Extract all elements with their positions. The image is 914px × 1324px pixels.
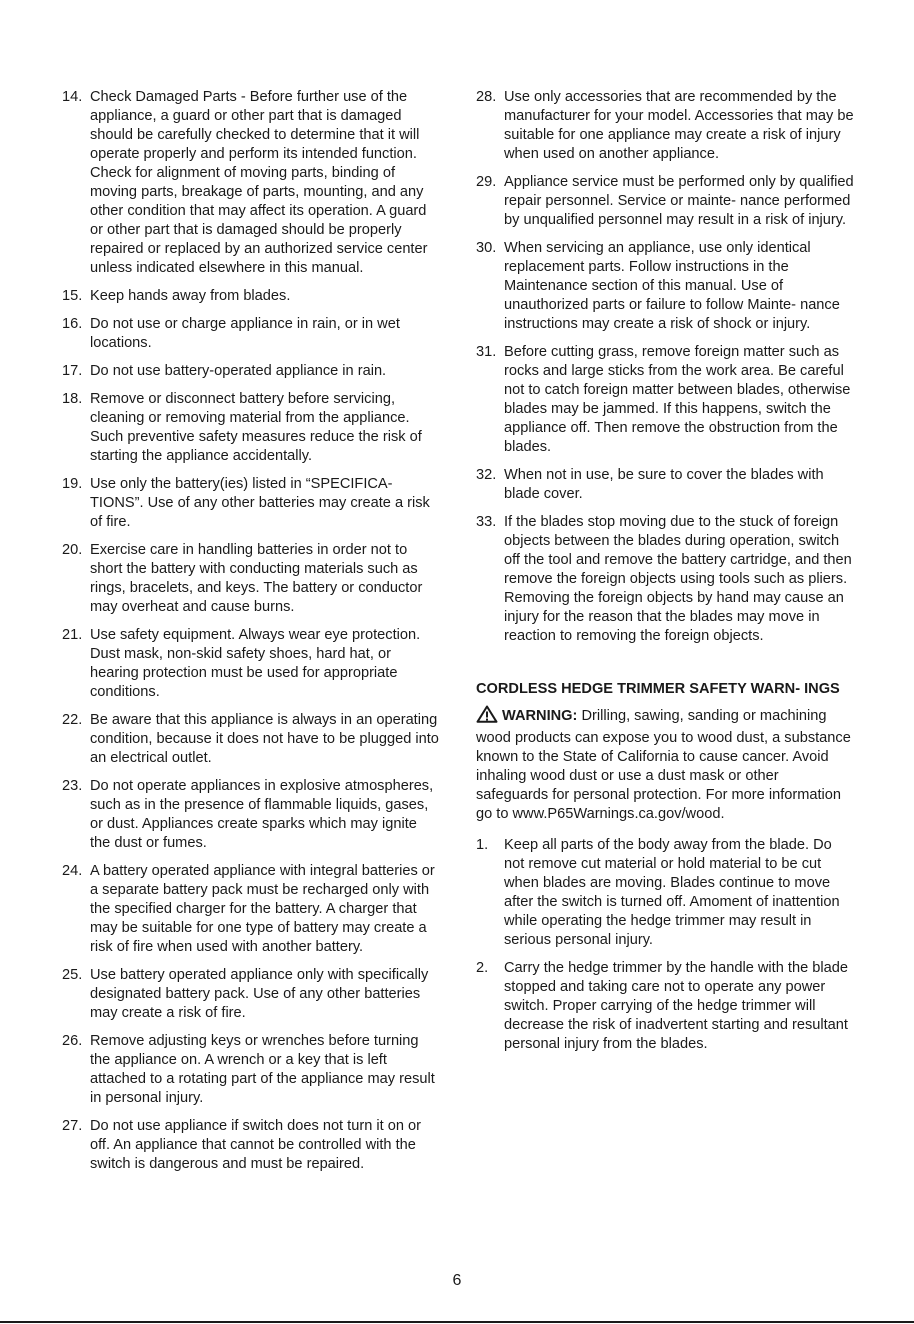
list-item — [62, 862, 440, 957]
list-item — [476, 88, 854, 164]
item-number: 22. — [62, 712, 83, 728]
item-number: 28. — [476, 89, 497, 105]
warning-text: Drilling, sawing, sanding or machining wood products can expose you to wood dust, a substance known to the State of California to cause cancer. Avoid inhaling wood dust or use a dust mask or other safeguards for personal protection. For more information go to www.P65Warnings.ca.gov/wood. — [476, 708, 851, 822]
list-item — [62, 390, 440, 466]
item-number: 32. — [476, 467, 497, 483]
warning-block — [476, 705, 854, 824]
list-item — [62, 626, 440, 702]
list-item — [62, 287, 440, 306]
item-number: 15. — [62, 288, 83, 304]
warning-triangle-icon — [476, 705, 498, 729]
item-number: 30. — [476, 240, 497, 256]
bottom-divider — [0, 1321, 914, 1323]
item-number: 14. — [62, 89, 83, 105]
page-number: 6 — [452, 1272, 462, 1289]
item-text: Carry the hedge trimmer by the handle with the blade stopped and taking care not to operate any power switch. Proper carrying of the hedge trimmer will decrease the risk of inadvertent starting and resultant personal injury from the blades. — [504, 960, 848, 1052]
section-heading: CORDLESS HEDGE TRIMMER SAFETY WARN- INGS — [476, 681, 840, 697]
list-item — [476, 239, 854, 334]
item-text: Use safety equipment. Always wear eye protection. Dust mask, non-skid safety shoes, hard hat, or hearing protection must be used for appropriate conditions. — [90, 627, 421, 700]
list-item — [62, 711, 440, 768]
list-item — [62, 541, 440, 617]
item-number: 27. — [62, 1118, 83, 1134]
item-text: Exercise care in handling batteries in order not to short the battery with conducting materials such as rings, bracelets, and keys. The battery or conductor may overheat and cause burns. — [90, 542, 423, 615]
item-text: Check Damaged Parts - Before further use of the appliance, a guard or other part that is damaged should be carefully checked to determine that it will operate properly and perform its intended function. Check for alignment of moving parts, binding of moving parts, breakage of parts, mounting, and any other condition that may affect its operation. A guard or other part that is damaged should be properly repaired or replaced by an authorized service center unless indicated elsewhere in this manual. — [90, 89, 428, 276]
item-number: 25. — [62, 967, 83, 983]
list-item — [62, 777, 440, 853]
item-number: 2. — [476, 960, 489, 976]
list-item — [476, 343, 854, 457]
item-number: 18. — [62, 391, 83, 407]
list-item — [62, 362, 440, 381]
list-item — [476, 466, 854, 504]
item-text: Remove or disconnect battery before servicing, cleaning or removing material from the appliance. Such preventive safety measures reduce the risk of starting the appliance accidentally. — [90, 391, 422, 464]
item-text: Before cutting grass, remove foreign matter such as rocks and large sticks from the work area. Be careful not to catch foreign matter between blades, otherwise blades may be jammed. If this happens, switch the appliance off. Then remove the obstruction from the blades. — [504, 344, 851, 455]
list-item — [62, 1032, 440, 1108]
item-text: Use battery operated appliance only with specifically designated battery pack. Use of any other batteries may create a risk of fire. — [90, 967, 429, 1021]
item-text: When servicing an appliance, use only identical replacement parts. Follow instructions in the Maintenance section of this manual. Use of unauthorized parts or failure to follow Mainte- nance instructions may create a risk of shock or injury. — [504, 240, 840, 332]
item-text: Remove adjusting keys or wrenches before turning the appliance on. A wrench or a key that is left attached to a rotating part of the appliance may result in personal injury. — [90, 1033, 435, 1106]
list-item — [62, 966, 440, 1023]
item-text: Do not operate appliances in explosive atmospheres, such as in the presence of flammable liquids, gases, or dust. Appliances create sparks which may ignite the dust or fumes. — [90, 778, 434, 851]
item-number: 31. — [476, 344, 497, 360]
item-number: 26. — [62, 1033, 83, 1049]
warning-label: WARNING: — [502, 708, 578, 724]
item-text: Do not use appliance if switch does not turn it on or off. An appliance that cannot be controlled with the switch is dangerous and must be repaired. — [90, 1118, 421, 1172]
list-item — [62, 475, 440, 532]
item-number: 20. — [62, 542, 83, 558]
item-text: When not in use, be sure to cover the blades with blade cover. — [504, 467, 824, 502]
item-number: 19. — [62, 476, 83, 492]
item-text: Do not use or charge appliance in rain, or in wet locations. — [90, 316, 400, 351]
item-number: 17. — [62, 363, 83, 379]
item-text: Do not use battery-operated appliance in rain. — [90, 363, 387, 379]
right-column — [476, 88, 854, 1063]
list-item — [62, 1117, 440, 1174]
list-item — [62, 315, 440, 353]
item-number: 1. — [476, 837, 489, 853]
list-item — [476, 959, 854, 1054]
item-text: Keep all parts of the body away from the blade. Do not remove cut material or hold material to be cut when blades are moving. Blades continue to move after the switch is turned off. Amoment of inattention while operating the hedge trimmer may result in serious personal injury. — [504, 837, 840, 948]
list-item — [476, 836, 854, 950]
item-number: 16. — [62, 316, 83, 332]
item-text: Use only accessories that are recommended by the manufacturer for your model. Accessories that may be suitable for one appliance may create a risk of injury when used on another appliance. — [504, 89, 854, 162]
item-text: A battery operated appliance with integral batteries or a separate battery pack must be recharged only with the specified charger for the battery. A charger that may be suitable for one type of battery may create a risk of fire when used with another battery. — [90, 863, 435, 955]
item-text: Keep hands away from blades. — [90, 288, 291, 304]
list-item — [476, 513, 854, 646]
item-text: Use only the battery(ies) listed in “SPECIFICA- TIONS”. Use of any other batteries may create a risk of fire. — [90, 476, 430, 530]
item-number: 29. — [476, 174, 497, 190]
item-number: 24. — [62, 863, 83, 879]
item-number: 21. — [62, 627, 83, 643]
left-column — [62, 88, 440, 1183]
list-item — [476, 173, 854, 230]
item-text: If the blades stop moving due to the stuck of foreign objects between the blades during operation, switch off the tool and remove the battery cartridge, and then remove the foreign objects using tools such as pliers. Removing the foreign objects by hand may cause an injury for the reason that the blades may move in reaction to removing the foreign objects. — [504, 514, 852, 644]
list-item — [62, 88, 440, 278]
item-text: Appliance service must be performed only by qualified repair personnel. Service or mainte- nance performed by unqualified personnel may result in a risk of injury. — [504, 174, 854, 228]
item-text: Be aware that this appliance is always in an operating condition, because it does not have to be plugged into an electrical outlet. — [90, 712, 439, 766]
item-number: 33. — [476, 514, 497, 530]
item-number: 23. — [62, 778, 83, 794]
